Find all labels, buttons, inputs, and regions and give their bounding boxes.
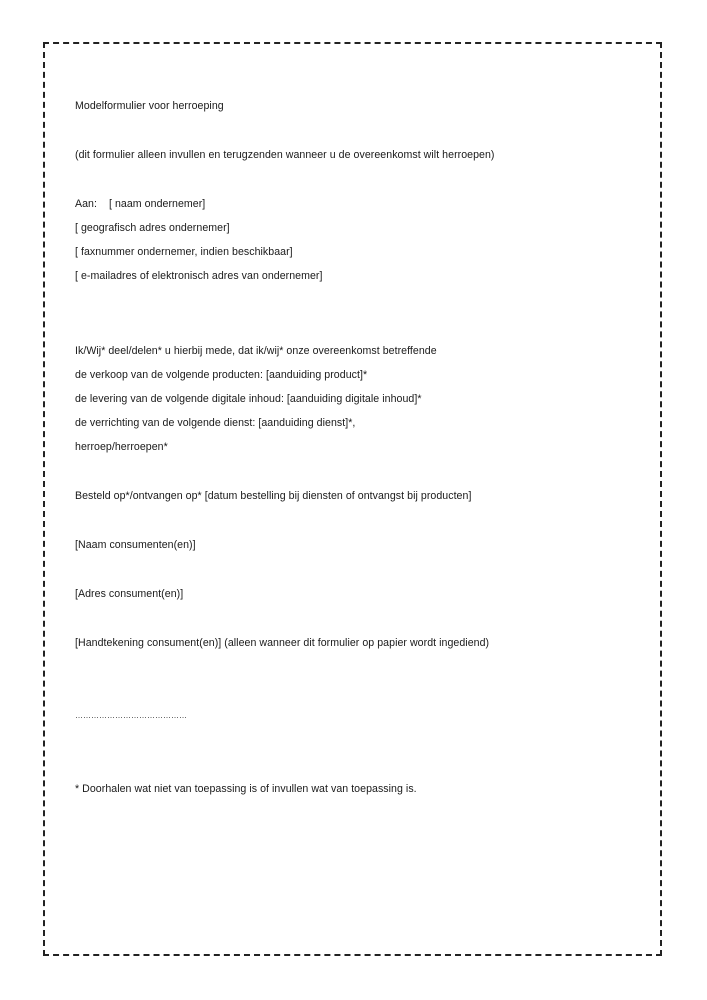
recipient-label: Aan: <box>75 198 97 210</box>
consumer-name: [Naam consumenten(en)] <box>75 539 196 551</box>
form-instruction: (dit formulier alleen invullen en terugzenden wanneer u de overeenkomst wilt herroepen) <box>75 149 495 161</box>
statement-line: de levering van de volgende digitale inhoud: [aanduiding digitale inhoud]* <box>75 393 422 405</box>
form-title: Modelformulier voor herroeping <box>75 100 224 112</box>
signature-line: …………………………………… <box>75 711 187 720</box>
consumer-address: [Adres consument(en)] <box>75 588 184 600</box>
statement-line: Ik/Wij* deel/delen* u hierbij mede, dat ik/wij* onze overeenkomst betreffende <box>75 345 437 357</box>
ordered-line: Besteld op*/ontvangen op* [datum bestelling bij diensten of ontvangst bij producten] <box>75 490 472 502</box>
statement-line: herroep/herroepen* <box>75 441 168 453</box>
footnote: * Doorhalen wat niet van toepassing is of invullen wat van toepassing is. <box>75 783 417 795</box>
recipient-name: [ naam ondernemer] <box>109 198 206 210</box>
statement-line: de verkoop van de volgende producten: [aanduiding product]* <box>75 369 368 381</box>
recipient-name-line <box>75 197 205 211</box>
recipient-fax: [ faxnummer ondernemer, indien beschikbaar] <box>75 246 293 258</box>
recipient-email: [ e-mailadres of elektronisch adres van ondernemer] <box>75 270 323 282</box>
statement-line: de verrichting van de volgende dienst: [aanduiding dienst]*, <box>75 417 356 429</box>
recipient-address: [ geografisch adres ondernemer] <box>75 222 230 234</box>
signature-label: [Handtekening consument(en)] (alleen wanneer dit formulier op papier wordt ingediend) <box>75 637 490 649</box>
